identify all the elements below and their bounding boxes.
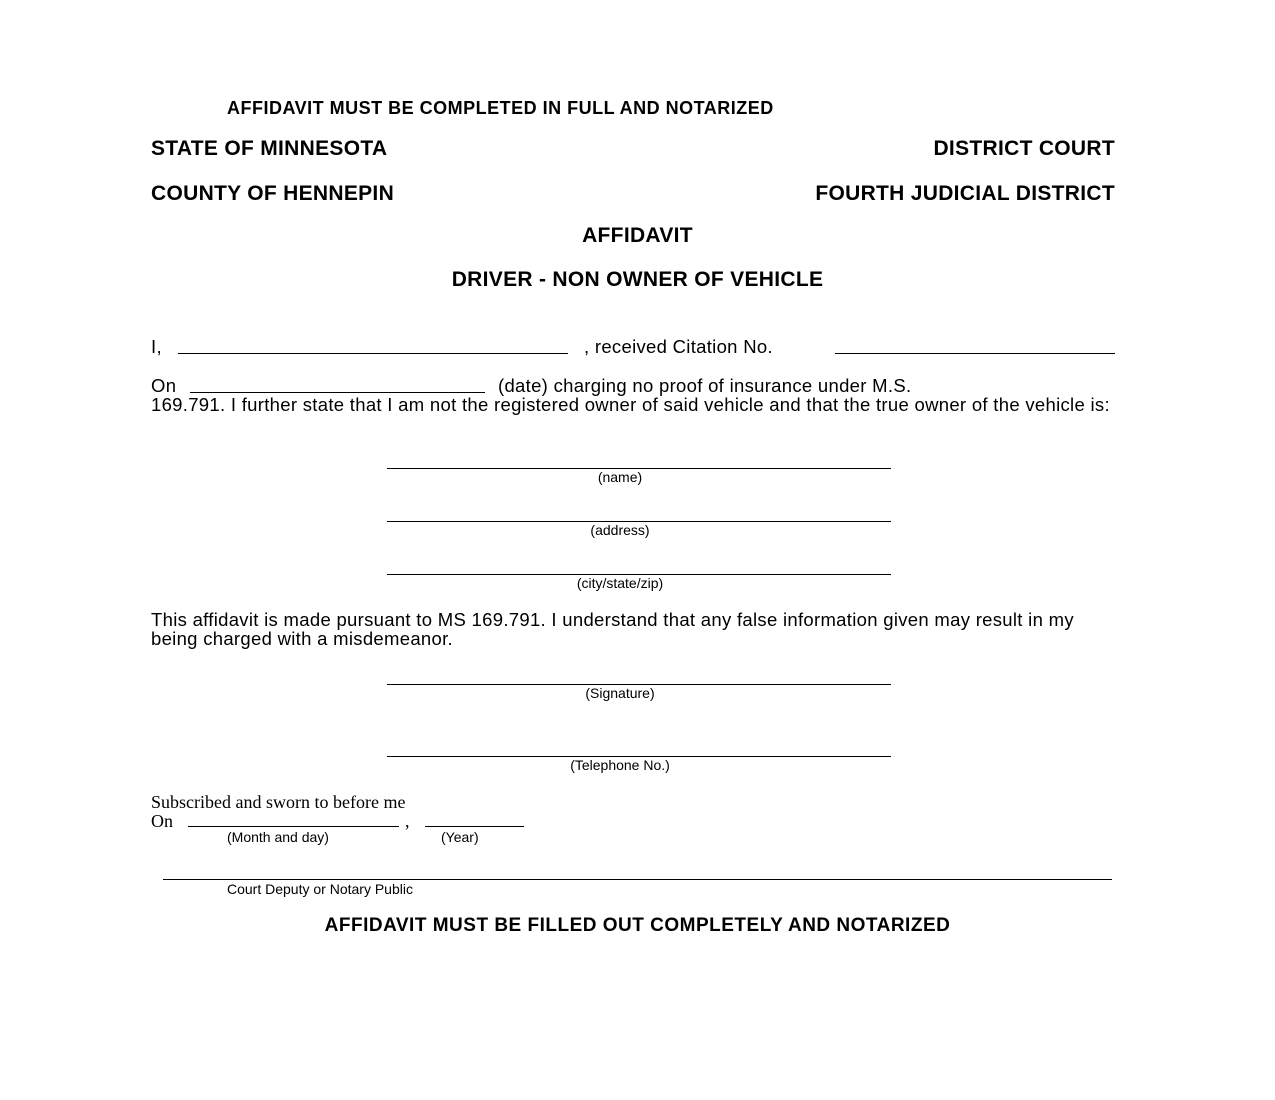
date-charging-text: (date) charging no proof of insurance under M.S. (498, 375, 912, 396)
driver-name-field[interactable] (178, 353, 568, 354)
i-prefix: I, (151, 336, 162, 357)
subscribed-text: Subscribed and sworn to before me (151, 792, 406, 812)
notary-on-prefix: On (151, 811, 173, 831)
county-label: COUNTY OF HENNEPIN (151, 182, 395, 205)
month-day-field[interactable] (188, 826, 399, 827)
district-label: FOURTH JUDICIAL DISTRICT (815, 182, 1115, 205)
pursuant-paragraph: This affidavit is made pursuant to MS 169.791. I understand that any false information given may result in my being charged with a misdemeanor. (151, 609, 1074, 649)
signature-caption: (Signature) (585, 685, 655, 701)
year-field[interactable] (425, 826, 524, 827)
notary-signature-field[interactable] (163, 879, 1112, 880)
deputy-caption: Court Deputy or Notary Public (227, 881, 413, 897)
court-label: DISTRICT COURT (933, 137, 1115, 160)
top-notice: AFFIDAVIT MUST BE COMPLETED IN FULL AND NOTARIZED (227, 98, 774, 118)
citation-number-field[interactable] (835, 353, 1115, 354)
notary-comma: , (405, 811, 410, 831)
on-prefix: On (151, 375, 177, 396)
name-caption: (name) (597, 469, 643, 485)
document-subtitle: DRIVER - NON OWNER OF VEHICLE (451, 268, 824, 291)
citation-date-field[interactable] (190, 392, 485, 393)
telephone-caption: (Telephone No.) (570, 757, 670, 773)
address-caption: (address) (590, 522, 650, 538)
owner-statement-paragraph: 169.791. I further state that I am not the registered owner of said vehicle and that the true owner of the vehicle is: (151, 394, 1110, 415)
city-state-zip-caption: (city/state/zip) (576, 575, 664, 591)
footer-notice: AFFIDAVIT MUST BE FILLED OUT COMPLETELY AND NOTARIZED (324, 915, 951, 936)
month-day-caption: (Month and day) (227, 829, 329, 845)
state-label: STATE OF MINNESOTA (151, 137, 388, 160)
year-caption: (Year) (441, 829, 479, 845)
received-citation-text: , received Citation No. (584, 336, 773, 357)
document-title: AFFIDAVIT (582, 224, 693, 247)
